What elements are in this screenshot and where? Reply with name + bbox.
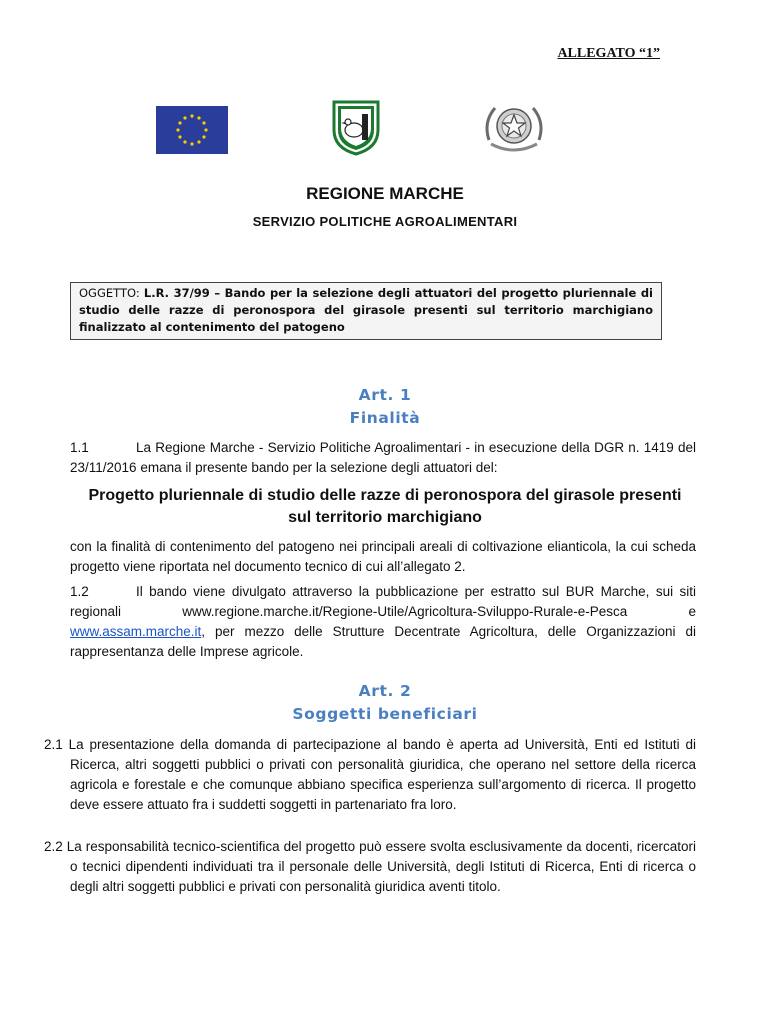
project-title-text: Progetto pluriennale di studio delle razze di peronospora del girasole presenti sul territorio marchigiano xyxy=(88,487,682,526)
assam-link[interactable]: www.assam.marche.it xyxy=(70,624,202,639)
article-1-title: Finalità xyxy=(349,409,421,427)
italian-republic-emblem-icon xyxy=(481,100,547,156)
subject-label: OGGETTO: xyxy=(79,286,144,300)
paragraph-1-1-continued: con la finalità di contenimento del patogeno nei principali areali di coltivazione elianticola, la cui scheda progetto viene riportata nel documento tecnico di cui all’allegato 2. xyxy=(70,539,696,574)
article-1-number: Art. 1 xyxy=(358,386,412,404)
paragraph-text-b: , per mezzo delle Strutture Decentrate Agricoltura, delle Organizzazioni di rappresentanza delle Imprese agricole. xyxy=(70,624,696,659)
paragraph-text-a: Il bando viene divulgato attraverso la pubblicazione per estratto sul BUR Marche, sui siti regionali www.regione.marche.it/Regione-Utile/Agricoltura-Sviluppo-Rurale-e-Pesca e xyxy=(70,584,696,619)
paragraph-number: 1.2 xyxy=(70,584,89,599)
list-item-2-1: 2.1 La presentazione della domanda di partecipazione al bando è aperta ad Università, Enti ed Istituti di Ricerca, altri soggetti pubblici o privati con personalità giuridica, che operano nel settore della ricerca agricola e forestale e che comunque abbiano specifica esperienza sull’argomento di ricerca. Il progetto deve essere attuato fra i suddetti soggetti in partenariato fra loro. xyxy=(44,737,696,812)
logo-row xyxy=(0,100,770,160)
subject-box xyxy=(70,282,662,340)
project-title xyxy=(0,485,770,529)
paragraph-1-1 xyxy=(70,438,696,478)
subject-text: L.R. 37/99 – Bando per la selezione degli attuatori del progetto pluriennale di studio delle razze di peronospora del girasole presenti sul territorio marchigiano finalizzato al contenimento del patogeno xyxy=(79,286,653,334)
regione-marche-emblem-icon xyxy=(332,100,380,156)
paragraph-text: La Regione Marche - Servizio Politiche Agroalimentari - in esecuzione della DGR n. 1419 del 23/11/2016 emana il presente bando per la selezione degli attuatori del: xyxy=(70,440,696,475)
organization-title: REGIONE MARCHE xyxy=(306,184,464,203)
allegato-label: ALLEGATO “1” xyxy=(557,46,660,61)
article-2-number: Art. 2 xyxy=(358,682,412,700)
list-item-2-2: 2.2 La responsabilità tecnico-scientifica del progetto può essere svolta esclusivamente da docenti, ricercatori o tecnici dipendenti individuati tra il personale delle Università, degli Istituti di Ricerca, Enti di ricerca o degli altri soggetti pubblici e privati con personalità giuridica aventi titolo. xyxy=(44,839,696,894)
eu-flag-icon xyxy=(156,106,228,154)
paragraph-1-2 xyxy=(70,582,696,662)
organization-subtitle: SERVIZIO POLITICHE AGROALIMENTARI xyxy=(252,214,518,229)
article-2-title: Soggetti beneficiari xyxy=(292,705,478,723)
paragraph-number: 1.1 xyxy=(70,440,89,455)
